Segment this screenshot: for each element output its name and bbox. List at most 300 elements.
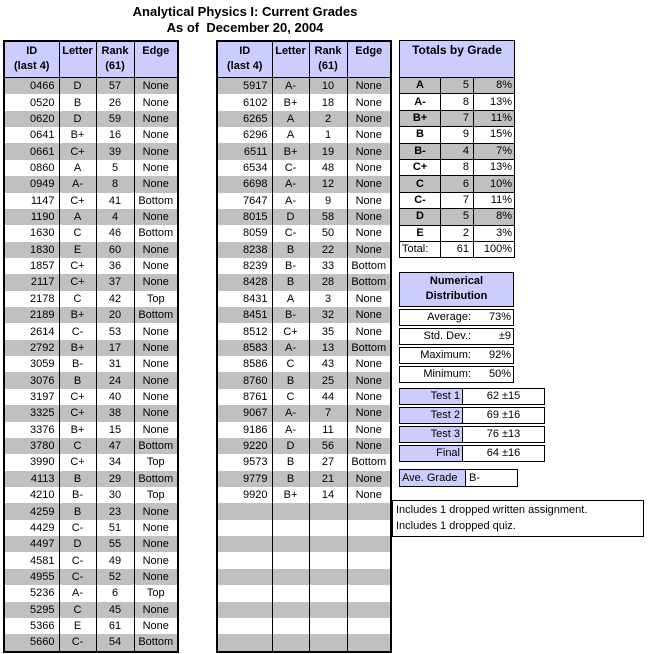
table-cell: 54 [96, 634, 134, 651]
table-cell: 48 [309, 160, 347, 176]
table-cell: C+ [59, 454, 96, 470]
table-cell [347, 618, 391, 634]
table-cell: Top [134, 585, 178, 601]
table-cell: 9920 [243, 489, 268, 502]
table-cell: 69 ±16 [463, 407, 545, 424]
totals-by-grade-table [399, 40, 515, 258]
table-cell: None [347, 372, 391, 388]
table-cell: 3 [309, 291, 347, 307]
table-cell: Top [134, 454, 178, 470]
table-cell: 4955 [4, 569, 59, 585]
table-row [217, 634, 391, 651]
table-cell: None [134, 356, 178, 372]
table-cell: 5917 [217, 78, 272, 95]
table-cell [347, 634, 391, 651]
table-row [4, 274, 178, 290]
col-header-id: ID (last 4) [4, 41, 59, 78]
table-cell: 3076 [4, 372, 59, 388]
col-header-id: ID (last 4) [217, 41, 272, 78]
table-cell: C- [400, 192, 441, 208]
table-cell [347, 569, 391, 585]
table-cell: 42 [96, 291, 134, 307]
table-row [217, 193, 391, 209]
table-row [400, 225, 515, 241]
table-cell [217, 618, 272, 634]
table-cell: 36 [96, 258, 134, 274]
table-cell: 3197 [30, 391, 55, 403]
table-cell: C [59, 602, 96, 618]
table-cell: C- [59, 520, 96, 536]
table-cell: 20 [96, 307, 134, 323]
table-row [217, 356, 391, 372]
table-row [217, 422, 391, 438]
table-cell: D [272, 438, 309, 454]
table-row [4, 258, 178, 274]
numerical-distribution-section [399, 272, 514, 385]
table-cell: 5 [96, 160, 134, 176]
table-row [217, 552, 391, 568]
title-block [0, 4, 490, 36]
table-cell: 92% [471, 347, 514, 364]
table-cell: 7 [441, 192, 474, 208]
note-line: Includes 1 dropped quiz. [396, 520, 516, 532]
table-cell: 8512 [243, 325, 268, 338]
table-row [4, 471, 178, 487]
table-cell: 58 [309, 209, 347, 225]
table-cell: A [272, 127, 309, 143]
table-cell: Bottom [134, 193, 178, 209]
table-cell: None [134, 209, 178, 225]
table-cell: None [134, 127, 178, 143]
table-row [4, 487, 178, 503]
table-cell: C- [59, 634, 96, 651]
table-cell [272, 585, 309, 601]
table-cell: 3376 [30, 423, 55, 436]
table-row [4, 291, 178, 307]
table-cell: 19 [309, 143, 347, 159]
table-cell: Bottom [134, 225, 178, 241]
total-label: Total: [400, 241, 441, 257]
table-cell: Maximum: [399, 347, 471, 364]
table-cell: 3059 [30, 358, 55, 371]
header-row [4, 41, 178, 78]
table-cell: 8 [441, 94, 474, 110]
table-row [4, 193, 178, 209]
table-row [4, 176, 178, 192]
table-cell: 4259 [4, 503, 59, 519]
table-cell: 12 [309, 176, 347, 192]
table-row [217, 487, 391, 503]
table-cell: 4 [96, 209, 134, 225]
table-cell: 0949 [4, 176, 59, 192]
table-row [4, 552, 178, 568]
table-cell: None [134, 176, 178, 192]
table-cell: 62 ±15 [463, 388, 545, 405]
table-cell: 6 [441, 176, 474, 192]
table-cell: 4429 [30, 521, 55, 534]
table-cell: None [347, 127, 391, 143]
table-cell: C- [272, 225, 309, 241]
table-cell: 0661 [4, 143, 59, 159]
table-cell: 8583 [217, 340, 272, 356]
table-cell: 9 [441, 127, 474, 143]
table-cell: 27 [309, 454, 347, 470]
table-cell: ±9 [471, 328, 514, 345]
numerical-distribution-title: Numerical Distribution [399, 272, 514, 307]
table-row [4, 356, 178, 372]
table-row [217, 618, 391, 634]
table-cell: 5236 [30, 587, 55, 600]
table-cell: A- [272, 193, 309, 209]
table-row [4, 340, 178, 356]
table-cell: D [59, 111, 96, 127]
table-cell: 5660 [4, 634, 59, 651]
table-cell: B [272, 242, 309, 258]
table-row [217, 323, 391, 339]
table-cell [217, 634, 272, 651]
table-row [4, 520, 178, 536]
table-cell: 45 [96, 602, 134, 618]
table-cell: D [59, 78, 96, 95]
table-cell: Test 3 [399, 426, 463, 443]
table-row [4, 160, 178, 176]
table-cell: A [272, 111, 309, 127]
table-cell: 16 [96, 127, 134, 143]
table-cell: B+ [59, 307, 96, 323]
table-cell: 76 ±13 [463, 426, 545, 443]
table-cell: 53 [96, 323, 134, 339]
table-cell: 2117 [4, 274, 59, 290]
table-row [4, 585, 178, 601]
table-row [4, 503, 178, 519]
table-cell: 8586 [243, 358, 268, 371]
table-cell: B+ [59, 422, 96, 438]
table-cell [217, 536, 272, 552]
table-cell [272, 552, 309, 568]
table-cell: 59 [96, 111, 134, 127]
table-cell: C+ [59, 193, 96, 209]
table-cell: C [400, 176, 441, 192]
table-row [217, 242, 391, 258]
table-cell: 11% [474, 110, 515, 126]
table-cell: None [347, 356, 391, 372]
table-row [217, 454, 391, 470]
table-cell: B [272, 372, 309, 388]
table-cell: 11% [474, 192, 515, 208]
table-cell [309, 503, 347, 519]
table-cell: 52 [96, 569, 134, 585]
table-cell [217, 552, 272, 568]
table-row [4, 323, 178, 339]
table-row [217, 372, 391, 388]
table-row [399, 407, 545, 424]
table-cell [347, 520, 391, 536]
col-header-edge: Edge [347, 41, 391, 78]
table-cell: C- [59, 552, 96, 568]
table-cell: 37 [96, 274, 134, 290]
table-cell: 46 [96, 225, 134, 241]
total-row [400, 241, 515, 257]
table-cell: None [347, 405, 391, 421]
table-row [4, 389, 178, 405]
table-cell: 15% [474, 127, 515, 143]
table-cell: 32 [309, 307, 347, 323]
table-cell: Bottom [347, 258, 391, 274]
table-cell: None [134, 323, 178, 339]
table-cell: 41 [96, 193, 134, 209]
table-cell: C+ [59, 274, 96, 290]
table-row [400, 127, 515, 143]
table-cell: 7 [441, 110, 474, 126]
test-scores-table [399, 386, 545, 464]
table-cell [309, 520, 347, 536]
table-cell [272, 536, 309, 552]
table-cell: B+ [272, 94, 309, 110]
table-cell: 25 [309, 372, 347, 388]
table-cell: 7647 [243, 194, 268, 207]
table-cell: Top [134, 487, 178, 503]
table-row [399, 388, 545, 405]
table-cell: A- [59, 585, 96, 601]
table-cell: C- [272, 160, 309, 176]
totals-by-grade-title: Totals by Grade [400, 41, 515, 78]
table-row [217, 225, 391, 241]
table-cell: 6265 [217, 111, 272, 127]
average-grade-box [399, 469, 518, 487]
table-cell: 56 [309, 438, 347, 454]
table-cell: None [134, 160, 178, 176]
table-cell: 2792 [4, 340, 59, 356]
table-row [217, 176, 391, 192]
table-cell: 9779 [217, 471, 272, 487]
table-cell: None [347, 242, 391, 258]
table-row [4, 225, 178, 241]
table-cell: 40 [96, 389, 134, 405]
table-cell: 26 [96, 94, 134, 110]
table-cell: 0641 [30, 129, 55, 142]
table-cell: B [272, 454, 309, 470]
table-row [4, 618, 178, 634]
table-cell: 14 [309, 487, 347, 503]
table-cell: None [134, 405, 178, 421]
table-cell [309, 618, 347, 634]
table-cell: None [347, 422, 391, 438]
table-cell: 2 [309, 111, 347, 127]
table-cell: Bottom [134, 438, 178, 454]
average-grade-value: B- [465, 469, 518, 487]
table-cell: B- [59, 487, 96, 503]
table-cell: C- [59, 569, 96, 585]
table-cell: 21 [309, 471, 347, 487]
table-cell: Average: [399, 309, 471, 326]
table-cell [309, 552, 347, 568]
table-cell: A [400, 78, 441, 94]
table-cell: None [347, 94, 391, 110]
table-cell: 3990 [30, 456, 55, 469]
table-cell: B- [272, 258, 309, 274]
table-cell: 23 [96, 503, 134, 519]
table-cell: A [59, 209, 96, 225]
table-row [4, 143, 178, 159]
table-cell: None [134, 503, 178, 519]
table-row [217, 503, 391, 519]
table-cell: D [400, 209, 441, 225]
table-cell: B+ [59, 340, 96, 356]
table-cell: A- [59, 176, 96, 192]
table-cell: 30 [96, 487, 134, 503]
table-row [4, 602, 178, 618]
table-cell: None [134, 569, 178, 585]
header-row [400, 41, 515, 78]
table-cell: 38 [96, 405, 134, 421]
table-cell: 1147 [30, 194, 55, 207]
table-cell: None [134, 340, 178, 356]
page-subtitle: As of December 20, 2004 [166, 20, 324, 35]
table-cell: 13 [309, 340, 347, 356]
table-cell: None [134, 520, 178, 536]
table-cell: C [59, 225, 96, 241]
table-row [217, 258, 391, 274]
table-cell [217, 520, 272, 536]
table-cell [347, 536, 391, 552]
table-cell: 8431 [243, 292, 268, 305]
table-row [217, 291, 391, 307]
average-grade-label: Ave. Grade [399, 469, 466, 487]
table-cell: 8% [474, 78, 515, 94]
table-row [217, 340, 391, 356]
table-cell: B [59, 94, 96, 110]
table-cell: B [59, 471, 96, 487]
total-count: 61 [441, 241, 474, 257]
table-row [4, 111, 178, 127]
table-cell: 8 [96, 176, 134, 192]
table-cell [272, 634, 309, 651]
table-cell: None [134, 389, 178, 405]
table-cell: None [134, 552, 178, 568]
table-cell: 18 [309, 94, 347, 110]
table-cell: 44 [309, 389, 347, 405]
table-cell: B- [59, 356, 96, 372]
table-row [217, 536, 391, 552]
table-cell: E [59, 242, 96, 258]
table-row [400, 209, 515, 225]
table-cell: 33 [309, 258, 347, 274]
table-cell: None [347, 487, 391, 503]
table-cell: 8 [441, 159, 474, 175]
table-cell: 1190 [4, 209, 59, 225]
table-cell: None [134, 618, 178, 634]
note-line: Includes 1 dropped written assignment. [396, 504, 588, 516]
table-cell: 7% [474, 143, 515, 159]
table-cell: 13% [474, 159, 515, 175]
table-cell [217, 503, 272, 519]
table-row [217, 127, 391, 143]
table-cell: 29 [96, 471, 134, 487]
table-row [217, 438, 391, 454]
table-cell: C+ [59, 405, 96, 421]
table-cell: 9067 [217, 405, 272, 421]
col-header-edge: Edge [134, 41, 178, 78]
table-cell: 8059 [243, 227, 268, 240]
table-row [217, 602, 391, 618]
table-cell: 22 [309, 242, 347, 258]
table-cell: B [272, 471, 309, 487]
table-row [400, 78, 515, 94]
table-row [400, 94, 515, 110]
table-cell: C [272, 356, 309, 372]
table-cell: 50 [309, 225, 347, 241]
table-row [217, 389, 391, 405]
table-cell: Final [399, 445, 463, 462]
table-cell: C+ [59, 258, 96, 274]
table-row [217, 111, 391, 127]
col-header-rank: Rank (61) [309, 41, 347, 78]
table-cell: 8239 [243, 260, 268, 273]
table-cell: 6 [96, 585, 134, 601]
table-cell: B [272, 274, 309, 290]
table-cell: A- [272, 176, 309, 192]
table-row [399, 328, 514, 345]
table-cell [309, 602, 347, 618]
table-row [217, 520, 391, 536]
table-cell: 3325 [4, 405, 59, 421]
table-cell: None [347, 176, 391, 192]
table-cell: Bottom [347, 454, 391, 470]
table-row [4, 454, 178, 470]
table-cell: 17 [96, 340, 134, 356]
table-cell: None [134, 602, 178, 618]
table-cell: 8015 [217, 209, 272, 225]
table-cell: 4113 [4, 471, 59, 487]
table-cell: A- [272, 405, 309, 421]
table-cell: 9573 [243, 456, 268, 469]
table-cell: 28 [309, 274, 347, 290]
table-cell: 39 [96, 143, 134, 159]
table-row [4, 209, 178, 225]
table-cell [347, 552, 391, 568]
table-cell: 8428 [217, 274, 272, 290]
table-cell: Bottom [134, 634, 178, 651]
table-cell: Bottom [134, 471, 178, 487]
col-header-letter: Letter [272, 41, 309, 78]
table-row [217, 569, 391, 585]
table-cell: C [59, 291, 96, 307]
col-header-letter: Letter [59, 41, 96, 78]
table-cell: 0620 [4, 111, 59, 127]
table-cell: 6296 [243, 129, 268, 142]
table-cell: None [134, 536, 178, 552]
table-cell: A [59, 160, 96, 176]
table-cell: B+ [272, 143, 309, 159]
table-row [400, 159, 515, 175]
table-cell: 8761 [243, 391, 268, 403]
grades-table-left [3, 40, 179, 653]
table-cell: C [272, 389, 309, 405]
table-cell: None [347, 471, 391, 487]
table-cell: 1857 [30, 260, 55, 273]
table-cell: 57 [96, 78, 134, 95]
table-cell: 3% [474, 225, 515, 241]
table-cell: Bottom [134, 307, 178, 323]
table-cell: D [272, 209, 309, 225]
table-row [399, 366, 514, 383]
table-cell: 9186 [243, 423, 268, 436]
table-row [400, 110, 515, 126]
notes-box [392, 500, 644, 537]
header-row [217, 41, 391, 78]
numerical-distribution-table [399, 307, 514, 385]
table-cell: Minimum: [399, 366, 471, 383]
